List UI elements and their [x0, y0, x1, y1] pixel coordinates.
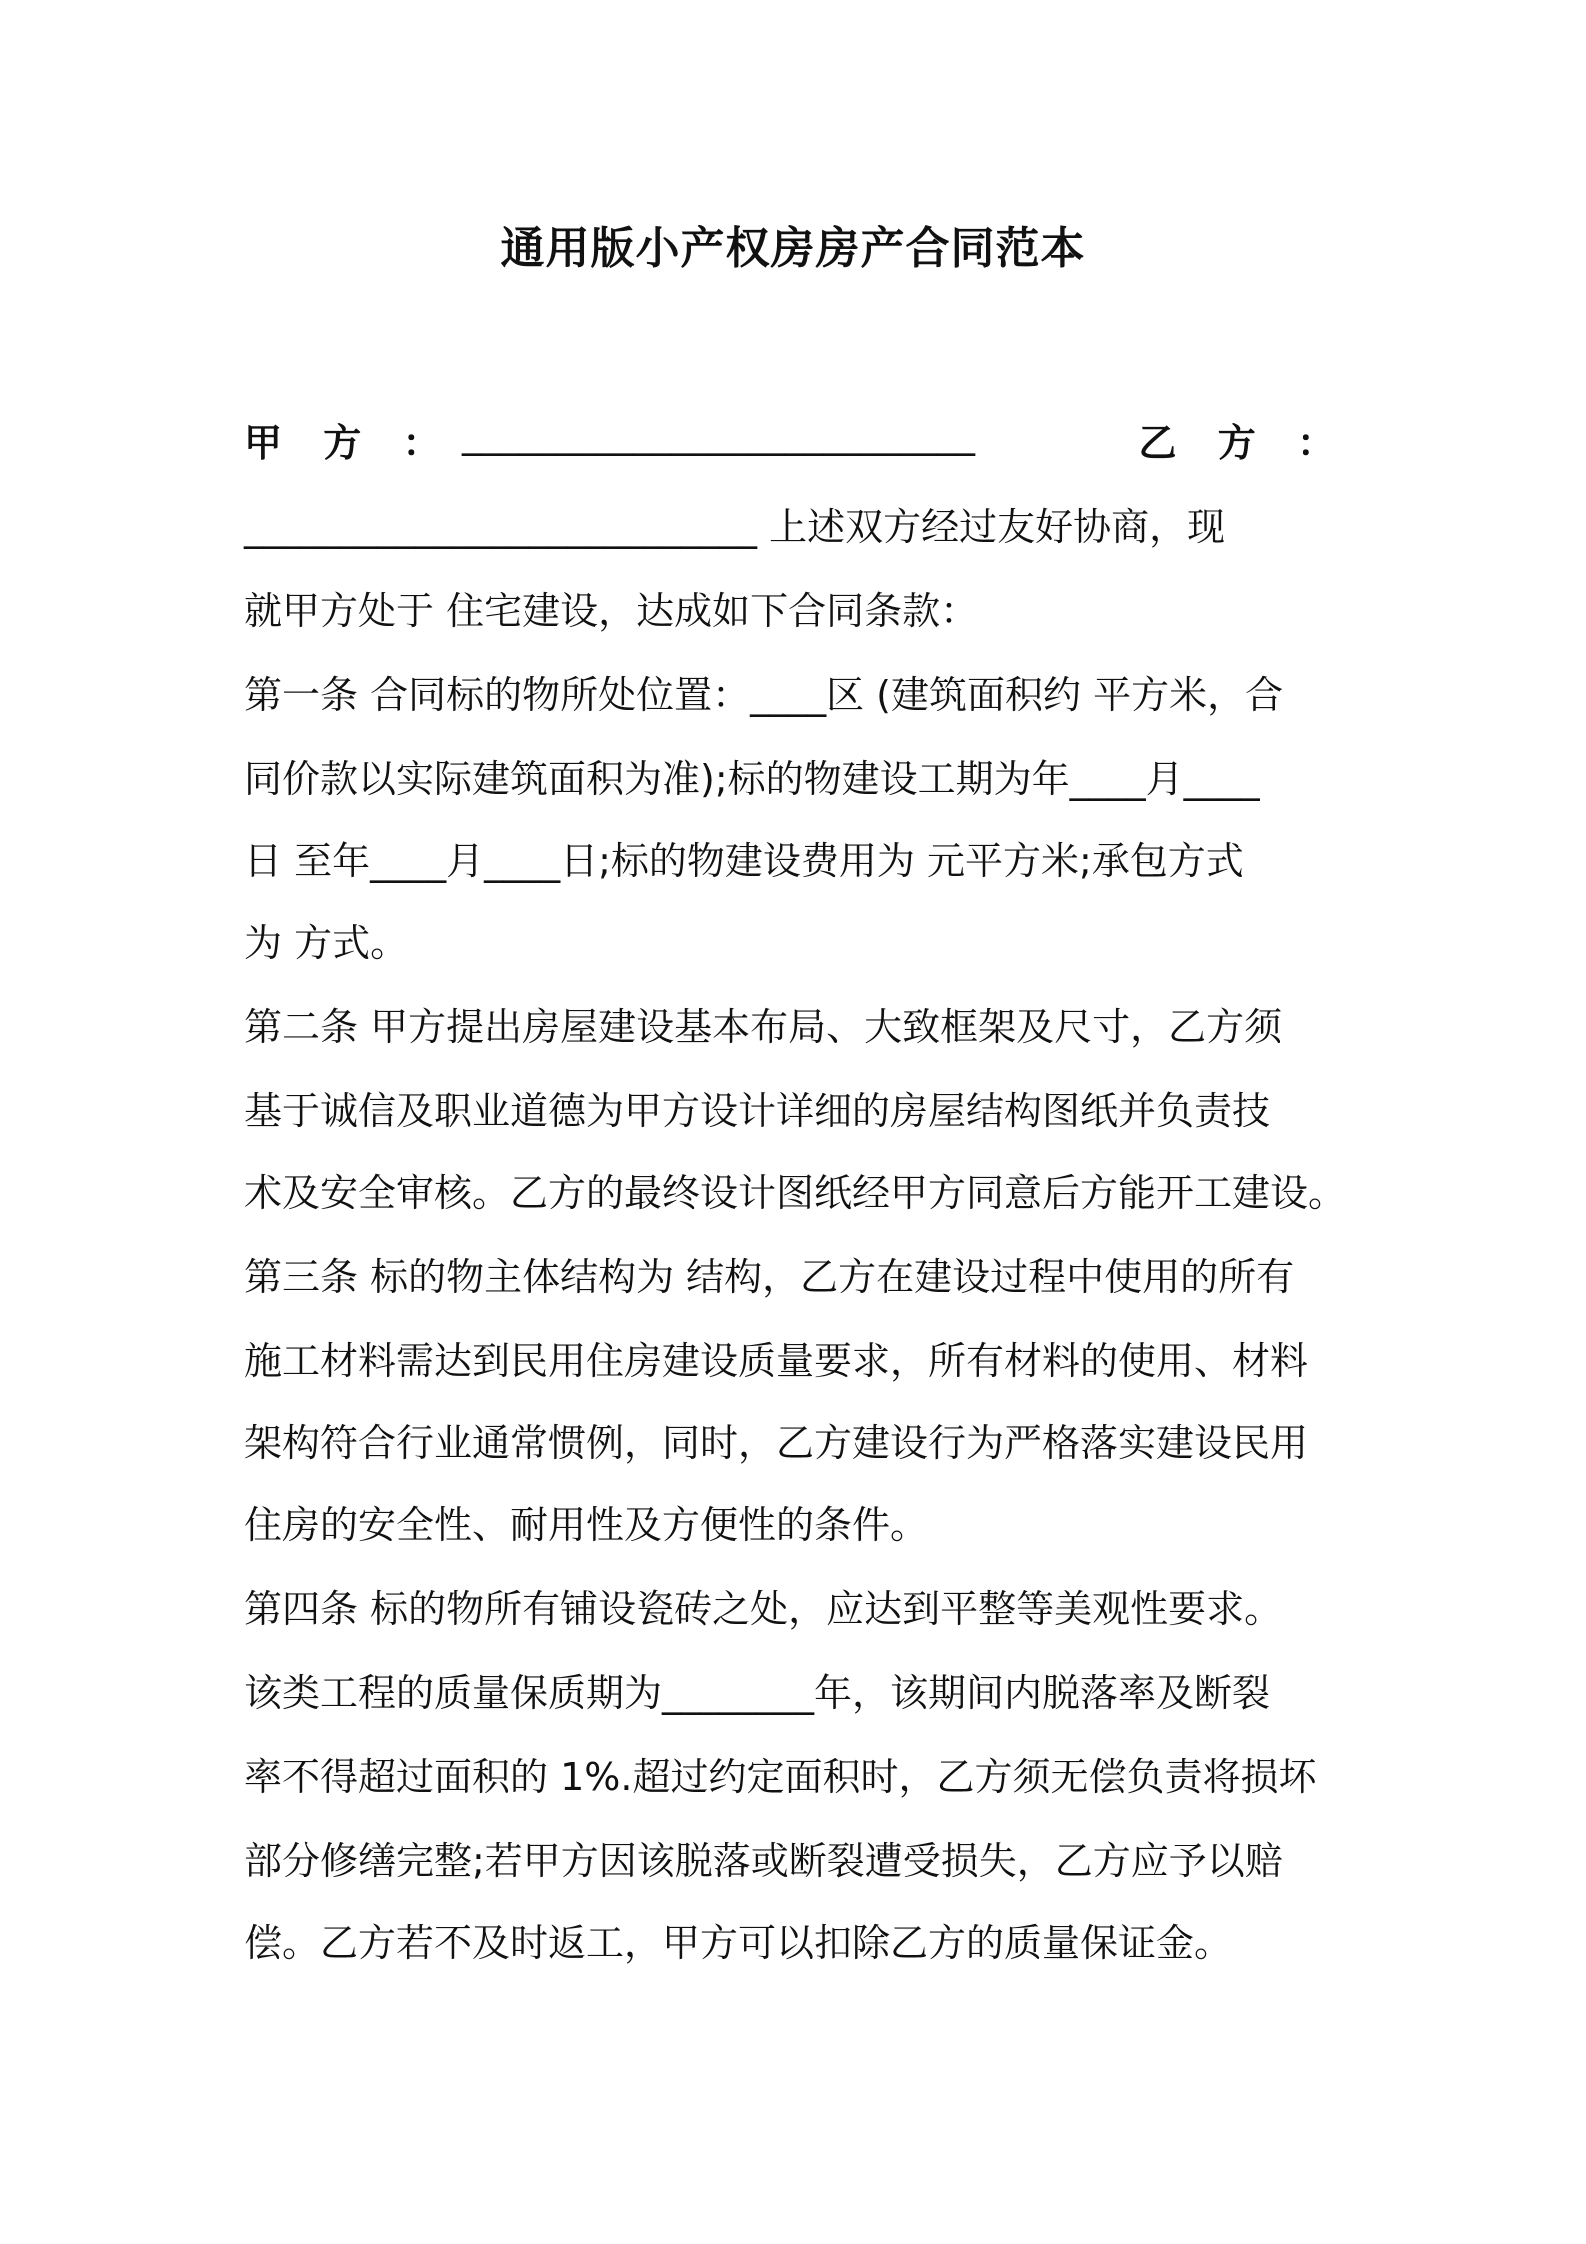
text-line: 就甲方处于 住宅建设，达成如下合同条款：	[244, 589, 979, 633]
text-line: 术及安全审核。乙方的最终设计图纸经甲方同意后方能开工建设。	[244, 1171, 1347, 1215]
text-line: 第三条 标的物主体结构为 结构，乙方在建设过程中使用的所有	[244, 1255, 1295, 1299]
text-line: 第二条 甲方提出房屋建设基本布局、大致框架及尺寸，乙方须	[244, 1005, 1283, 1049]
text-line: 施工材料需达到民用住房建设质量要求，所有材料的使用、材料	[244, 1339, 1309, 1383]
text-line: 率不得超过面积的 1%.超过约定面积时，乙方须无偿负责将损坏	[244, 1755, 1317, 1799]
party-a-blank: ___________________________	[462, 412, 975, 456]
party-b-label: 乙 方 ：	[1138, 421, 1349, 465]
text-line: 该类工程的质量保质期为________年，该期间内脱落率及断裂	[244, 1671, 1271, 1715]
text-line: 第一条 合同标的物所处位置：____区 (建筑面积约 平方米，合	[244, 673, 1284, 717]
text-line: 第四条 标的物所有铺设瓷砖之处，应达到平整等美观性要求。	[244, 1587, 1283, 1631]
text-line: 基于诚信及职业道德为甲方设计详细的房屋结构图纸并负责技	[244, 1089, 1271, 1133]
text-line: 为 方式。	[244, 921, 409, 965]
text-line: 住房的安全性、耐用性及方便性的条件。	[244, 1503, 929, 1547]
document-title: 通用版小产权房房产合同范本	[500, 223, 1086, 274]
text-line: 部分修缮完整;若甲方因该脱落或断裂遭受损失，乙方应予以赔	[244, 1839, 1283, 1883]
text-line: 架构符合行业通常惯例，同时，乙方建设行为严格落实建设民用	[244, 1421, 1309, 1465]
party-a-label: 甲 方 ：	[244, 421, 455, 465]
text-line: 日 至年____月____日;标的物建设费用为 元平方米;承包方式	[244, 839, 1244, 883]
text-line: 偿。乙方若不及时返工，甲方可以扣除乙方的质量保证金。	[244, 1921, 1233, 1965]
text-line: 同价款以实际建筑面积为准);标的物建设工期为年____月____	[244, 757, 1260, 801]
text-line: ___________________________ 上述双方经过友好协商，现	[244, 505, 1226, 549]
